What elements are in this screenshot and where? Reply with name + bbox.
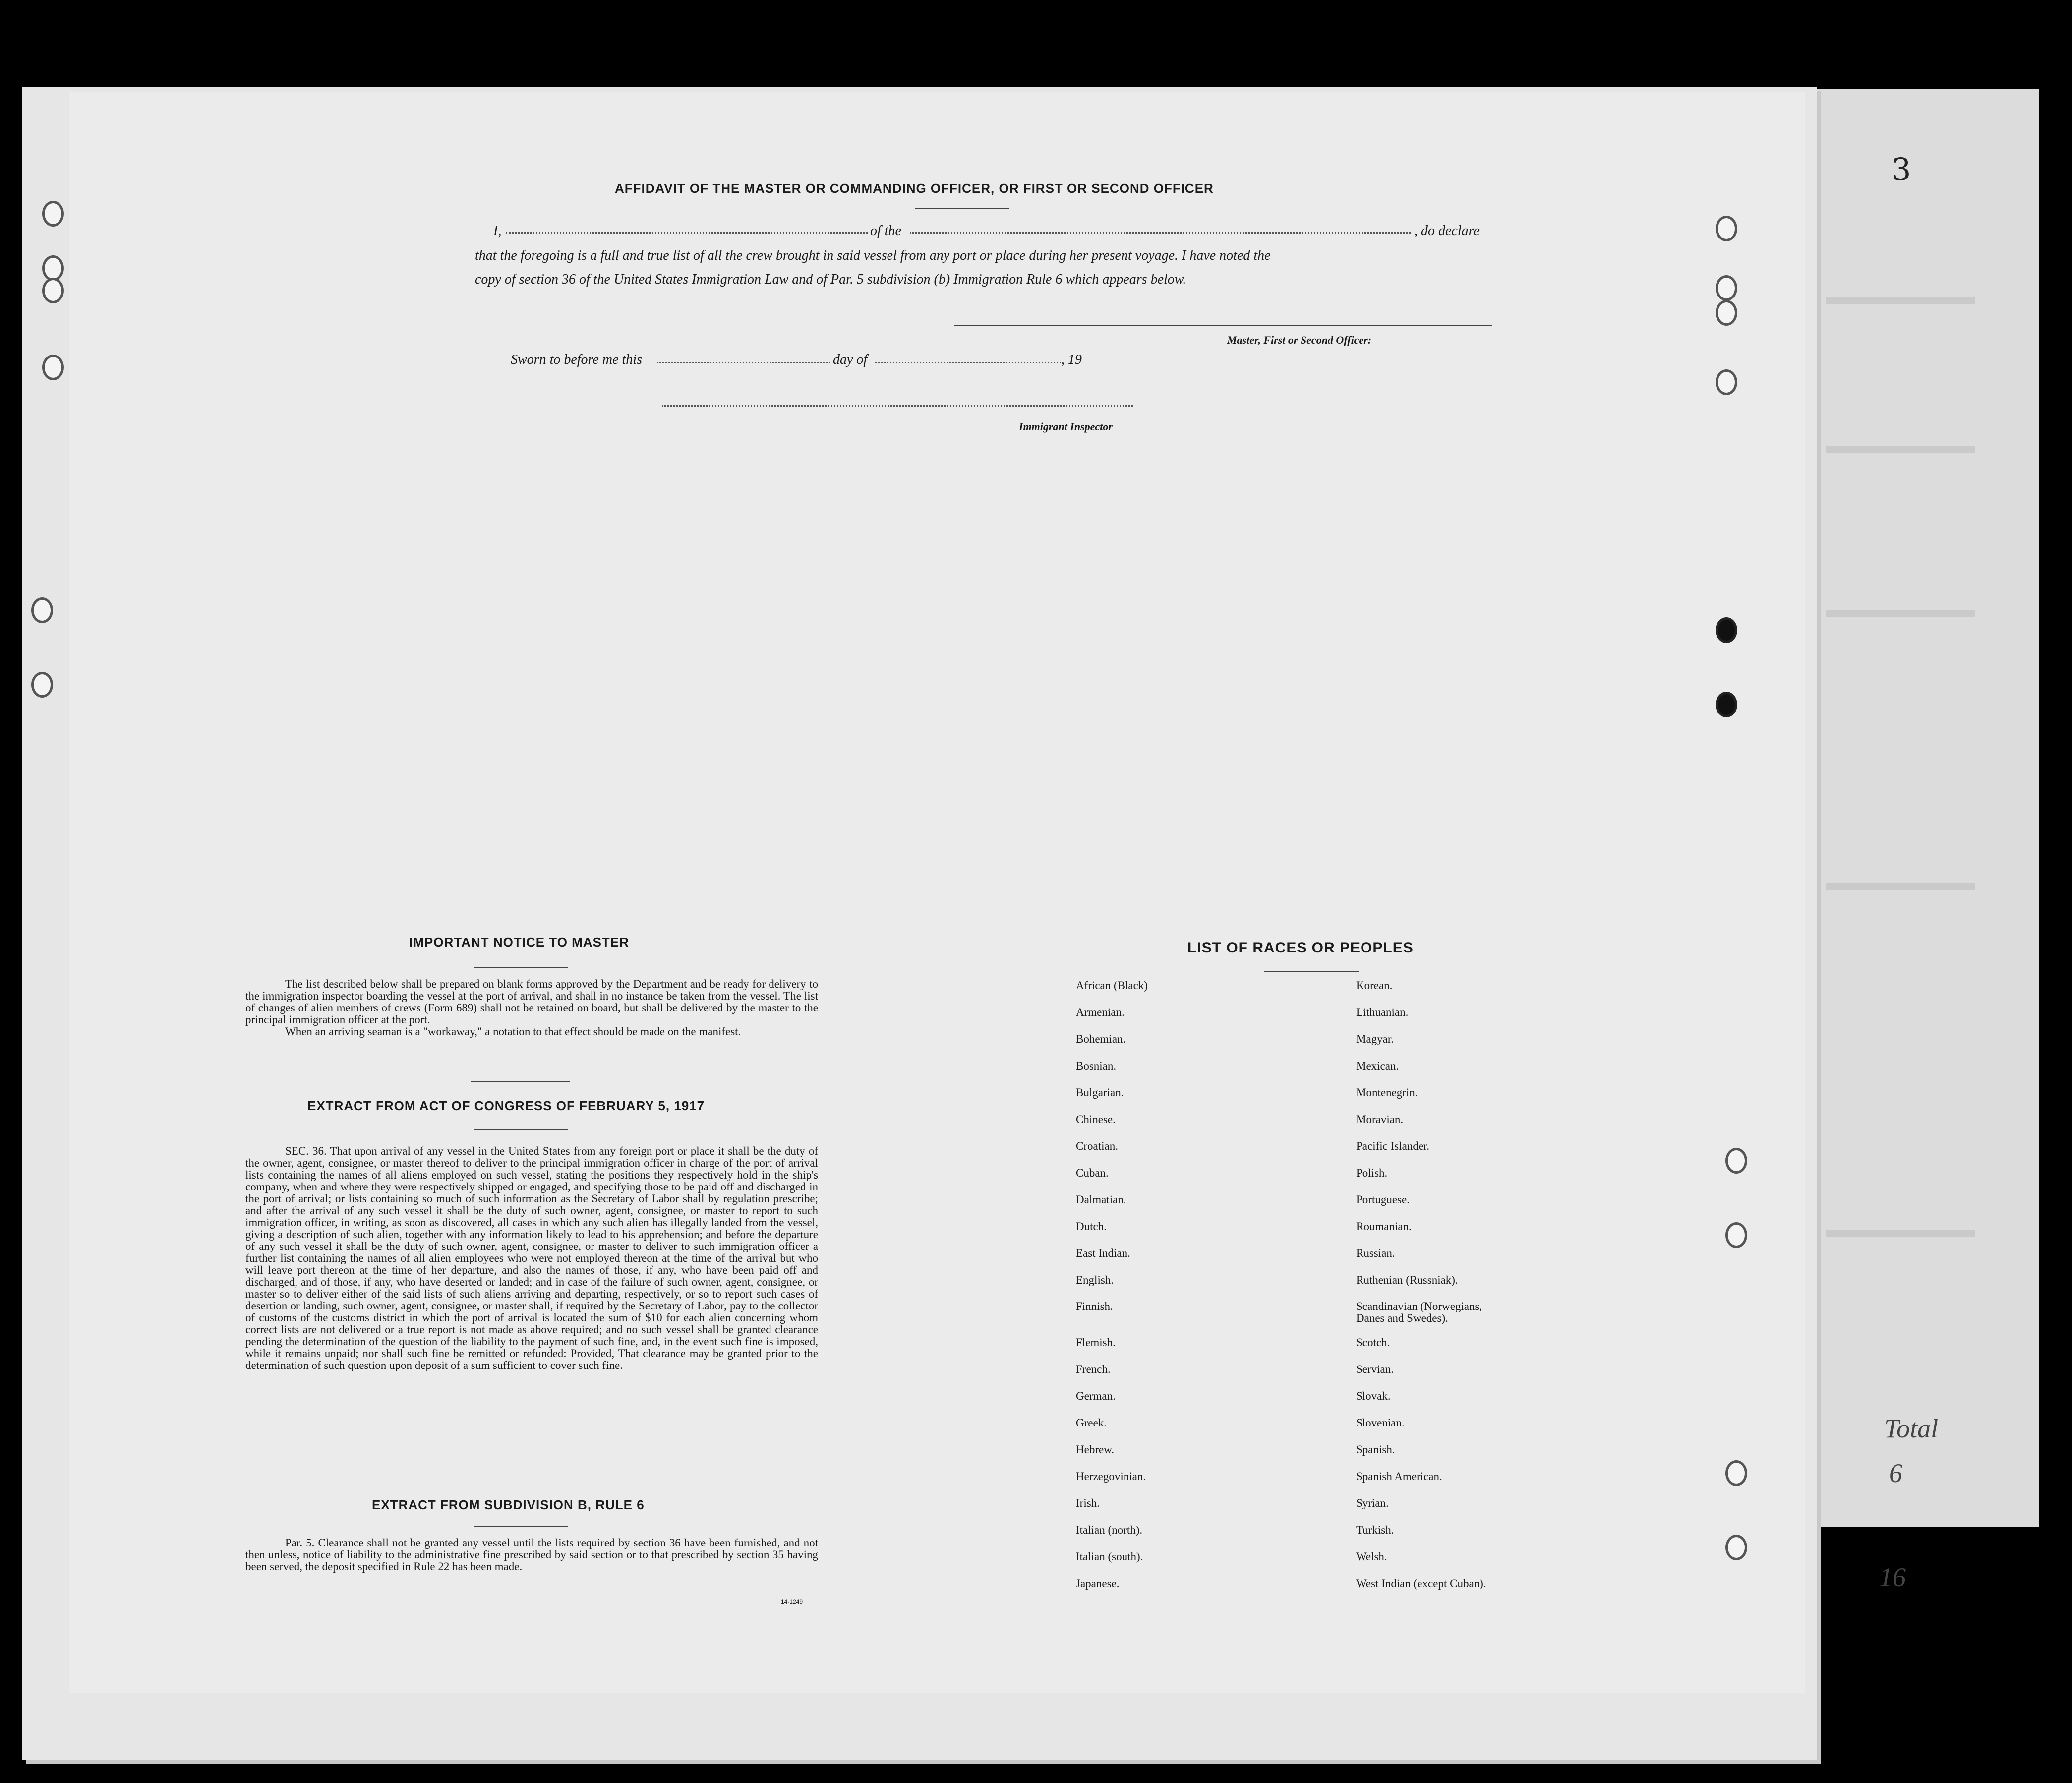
- race-item: Italian (north).: [1076, 1524, 1143, 1536]
- race-item: Turkish.: [1356, 1524, 1394, 1536]
- race-item: Slovak.: [1356, 1390, 1391, 1402]
- punch-hole: [1716, 300, 1737, 326]
- race-item: French.: [1076, 1363, 1111, 1375]
- title-rule: [474, 1129, 568, 1130]
- punch-hole: [1725, 1222, 1747, 1248]
- race-item: Scandinavian (Norwegians, Danes and Swedes).: [1356, 1300, 1482, 1324]
- race-item: Lithuanian.: [1356, 1006, 1409, 1018]
- master-signature-line[interactable]: [954, 325, 1492, 326]
- affidavit-of-the: of the: [870, 223, 901, 238]
- handwritten-total: Total: [1884, 1414, 1939, 1443]
- race-item: English.: [1076, 1274, 1114, 1286]
- race-item: Flemish.: [1076, 1336, 1116, 1349]
- race-item: East Indian.: [1076, 1247, 1130, 1259]
- inspector-caption: Immigrant Inspector: [1019, 420, 1113, 433]
- handwritten-page-mark: 3: [1892, 151, 1911, 187]
- affidavit-title: AFFIDAVIT OF THE MASTER OR COMMANDING OFFICER, OR FIRST OR SECOND OFFICER: [615, 181, 1214, 196]
- title-rule: [1264, 971, 1359, 972]
- form-page: [69, 92, 1805, 1693]
- title-rule: [915, 208, 1009, 209]
- name-blank[interactable]: [506, 232, 868, 234]
- punch-hole: [1716, 216, 1737, 241]
- punch-hole: [1716, 369, 1737, 395]
- act-text: SEC. 36. That upon arrival of any vessel in the United States from any foreign port or place it shall be the duty of the owner, agent, consignee, or master thereof to deliver to the principal immigration officer in charge of the port of arrival lists containing the names of all aliens employed on such vessel, stating the positions they respectively hold in the ship's company, when and where they were respectively shipped or engaged, and specifying those to be paid off and discharged in the port of arrival; or lists containing so much of such information as the Secretary of Labor shall by regulation prescribe; and after the arrival of any such vessel it shall be the duty of such owner, agent, consignee, or master to report to such immigration officer, in writing, as soon as discovered, all cases in which any such alien has illegally landed from the vessel, giving a description of such alien, together with any information likely to lead to his apprehension; and before the departure of any such vessel it shall be the duty of such owner, agent, consignee, or master to deliver to such immigration officer a further list containing the names of all alien employees who were not employed thereon at the time of the arrival but who will leave port thereon at the time of her departure, and also the names of those, if any, who have been paid off and discharged, and of those, if any, who have deserted or landed; and in case of the failure of such owner, agent, consignee, or master so to deliver either of the said lists of such aliens arriving and departing, respectively, or so to report such cases of desertion or landing, such owner, agent, consignee, or master shall, if required by the Secretary of Labor, pay to the collector of customs of the customs district in which the port of arrival is located the sum of $10 for each alien concerning whom correct lists are not delivered or a true report is not made as above required; and no such vessel shall be granted clearance pending the determination of the question of the liability to the payment of such fine, and, in the event such fine is imposed, while it remains unpaid; nor shall such fine be remitted or refunded: Provided, That clearance may be granted prior to the determination of such question upon deposit of a sum sufficient to cover such fine.: [245, 1145, 818, 1371]
- race-item: Montenegrin.: [1356, 1086, 1418, 1099]
- race-item: Moravian.: [1356, 1113, 1404, 1126]
- punch-hole: [1725, 1460, 1747, 1486]
- race-item: Croatian.: [1076, 1140, 1118, 1152]
- race-item: Japanese.: [1076, 1577, 1120, 1590]
- race-item: Magyar.: [1356, 1033, 1394, 1045]
- vessel-blank[interactable]: [910, 232, 1411, 234]
- rule-text: Par. 5. Clearance shall not be granted any vessel until the lists required by section 36 have been furnished, and not then unless, notice of liability to the administrative fine prescribed by said section or to that prescribed by section 35 having been served, the deposit specified in Rule 22 has been made.: [245, 1537, 818, 1573]
- race-item: Spanish.: [1356, 1443, 1395, 1456]
- notice-title: IMPORTANT NOTICE TO MASTER: [409, 935, 629, 950]
- race-item: Italian (south).: [1076, 1550, 1143, 1563]
- faint-line: [1826, 446, 1975, 453]
- year-text: , 19: [1061, 352, 1082, 367]
- race-item: Hebrew.: [1076, 1443, 1115, 1456]
- punch-hole: [1716, 617, 1737, 643]
- race-item: Slovenian.: [1356, 1417, 1405, 1429]
- race-item: Bosnian.: [1076, 1060, 1117, 1072]
- punch-hole: [1725, 1535, 1747, 1560]
- race-item: Syrian.: [1356, 1497, 1389, 1509]
- section-rule: [471, 1081, 570, 1082]
- race-item: Greek.: [1076, 1417, 1107, 1429]
- rule-body: [245, 1537, 818, 1573]
- sworn-day-blank[interactable]: [657, 362, 830, 363]
- title-rule: [474, 967, 568, 968]
- handwritten-number: 6: [1889, 1458, 1902, 1488]
- notice-text-2: When an arriving seaman is a "workaway," a notation to that effect should be made on the manifest.: [285, 1025, 741, 1038]
- race-item: Roumanian.: [1356, 1220, 1412, 1233]
- inspector-signature-line[interactable]: [662, 405, 1133, 407]
- notice-body: [245, 978, 818, 1038]
- race-item: Portuguese.: [1356, 1193, 1410, 1206]
- sworn-text: Sworn to before me this: [511, 352, 642, 367]
- underlying-manifest-sheet: [1805, 89, 2039, 1527]
- faint-line: [1826, 610, 1975, 617]
- faint-line: [1826, 883, 1975, 890]
- race-item: Ruthenian (Russniak).: [1356, 1274, 1458, 1286]
- affidavit-do-declare: , do declare: [1414, 223, 1480, 238]
- master-caption: Master, First or Second Officer:: [1227, 334, 1372, 346]
- race-item: Russian.: [1356, 1247, 1395, 1259]
- races-title: LIST OF RACES OR PEOPLES: [1187, 940, 1414, 956]
- day-of-text: day of: [833, 352, 868, 367]
- races-right-column: [1356, 979, 1673, 1604]
- race-item: Irish.: [1076, 1497, 1100, 1509]
- race-item: Armenian.: [1076, 1006, 1125, 1018]
- race-item: Bohemian.: [1076, 1033, 1126, 1045]
- rule-title: EXTRACT FROM SUBDIVISION B, RULE 6: [372, 1497, 645, 1512]
- handwritten-number: 16: [1879, 1562, 1906, 1592]
- race-item: Servian.: [1356, 1363, 1394, 1375]
- affidavit-i: I,: [493, 223, 502, 238]
- punch-hole: [1725, 1148, 1747, 1174]
- act-title: EXTRACT FROM ACT OF CONGRESS OF FEBRUARY 5, 1917: [307, 1098, 705, 1113]
- race-item: German.: [1076, 1390, 1116, 1402]
- punch-hole: [42, 278, 64, 303]
- races-left-column: [1076, 979, 1334, 1604]
- punch-hole: [1716, 275, 1737, 301]
- punch-hole: [42, 201, 64, 227]
- race-item: Chinese.: [1076, 1113, 1116, 1126]
- race-item: Pacific Islander.: [1356, 1140, 1430, 1152]
- race-item: Mexican.: [1356, 1060, 1399, 1072]
- title-rule: [474, 1526, 568, 1527]
- notice-text: The list described below shall be prepared on blank forms approved by the Department and be ready for delivery to the immigration inspector boarding the vessel at the port of arrival, and shall in no instance be taken from the vessel. The list of changes of alien members of crews (Form 689) shall not be retained on board, but shall be delivered by the master to the principal immigration officer at the port.: [245, 978, 818, 1026]
- race-item: Polish.: [1356, 1167, 1388, 1179]
- faint-line: [1826, 1230, 1975, 1237]
- punch-hole: [31, 597, 53, 623]
- punch-hole: [1716, 692, 1737, 717]
- race-item: Korean.: [1356, 979, 1393, 992]
- race-item: African (Black): [1076, 979, 1148, 992]
- sworn-month-blank[interactable]: [875, 362, 1061, 363]
- race-item: Herzegovinian.: [1076, 1470, 1146, 1483]
- punch-hole: [42, 355, 64, 380]
- race-item: Scotch.: [1356, 1336, 1390, 1349]
- faint-line: [1826, 297, 1975, 304]
- race-item: Welsh.: [1356, 1550, 1387, 1563]
- act-body: [245, 1145, 818, 1371]
- race-item: Finnish.: [1076, 1300, 1113, 1312]
- affidavit-text: copy of section 36 of the United States Immigration Law and of Par. 5 subdivision (b) Immigration Rule 6 which appears below.: [475, 272, 1186, 287]
- punch-hole: [31, 672, 53, 698]
- race-item: Spanish American.: [1356, 1470, 1442, 1483]
- race-item: Bulgarian.: [1076, 1086, 1124, 1099]
- race-item: West Indian (except Cuban).: [1356, 1577, 1486, 1590]
- race-item: Cuban.: [1076, 1167, 1109, 1179]
- race-item: Dalmatian.: [1076, 1193, 1126, 1206]
- affidavit-text: that the foregoing is a full and true list of all the crew brought in said vessel from any port or place during her present voyage. I have noted the: [475, 248, 1271, 263]
- form-number: 14-1249: [781, 1598, 803, 1605]
- race-item: Dutch.: [1076, 1220, 1107, 1233]
